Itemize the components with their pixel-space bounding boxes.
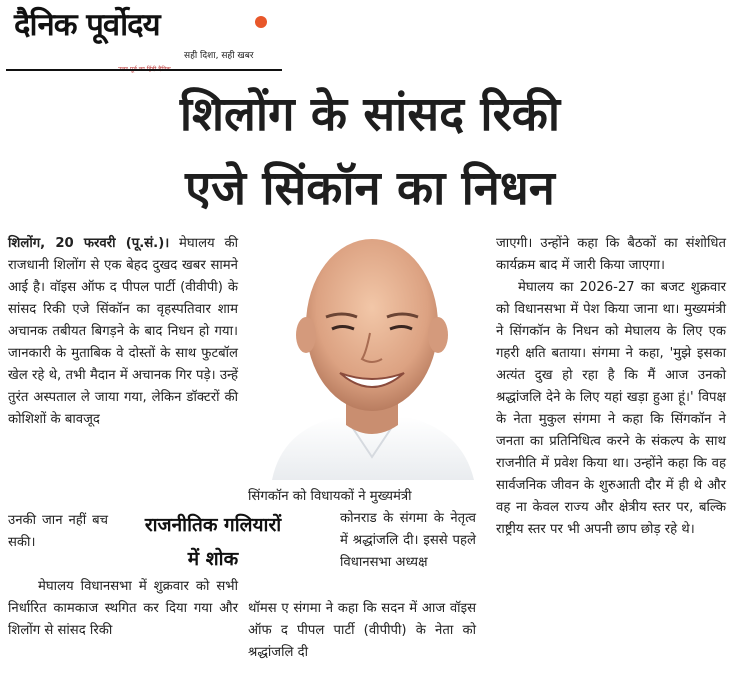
masthead-dot-icon <box>255 16 267 28</box>
article-paragraph-2: मेघालय विधानसभा में शुक्रवार को सभी निर्धारित कामकाज स्थगित कर दिया गया और शिलोंग से सांसद रिकी <box>8 579 238 638</box>
headline-line-2: एजे सिंकॉन का निधन <box>185 161 555 216</box>
article-column-2-bottom <box>248 598 476 664</box>
masthead-logo: दैनिक पूर्वोदय <box>14 7 160 43</box>
subhead-line-1: राजनीतिक गलियारों <box>144 514 282 536</box>
subhead <box>113 508 313 576</box>
mp-portrait-photo <box>262 225 482 480</box>
article-paragraph-2-cont-a: सिंगकॉन को विधायकों ने मुख्यमंत्री <box>248 489 412 504</box>
article-column-1-bottom <box>8 576 238 642</box>
masthead-divider <box>6 69 282 71</box>
article-paragraph-2-cont-c: थॉमस ए संगमा ने कहा कि सदन में आज वॉइस ऑफ द पीपल पार्टी (वीपीपी) के नेता को श्रद्धांजलि दी <box>248 601 476 660</box>
article-dateline: शिलोंग, 20 फरवरी (पू.सं.)। <box>8 236 170 251</box>
article-column-1-middle <box>8 510 108 554</box>
article-paragraph-4: मेघालय का 2026-27 का बजट शुक्रवार को विधानसभा में पेश किया जाना था। मुख्यमंत्री ने सिंगकॉन के निधन को मेघालय के लिए एक गहरी क्षति बताया। संगमा ने कहा, 'मुझे इसका अत्यंत दुख हो रहा है कि मैं आज उनको श्रद्धांजलि देने के लिए यहां खड़ा हुआ हूं।' विपक्ष के नेता मुकुल संगमा ने कहा कि सिंगकॉन ने जनता का प्रतिनिधित्व करने के संकल्प के साथ राजनीति में प्रवेश किया था। उन्होंने कहा कि वह सार्वजनिक जीवन के शुरुआती दौर में ही थे और वह ना केवल राज्य और क्षेत्रीय स्तर पर, बल्कि राष्ट्रीय स्तर पर भी अपनी छाप छोड़ रहे थे। <box>496 280 726 537</box>
subhead-line-2: में शोक <box>187 548 239 570</box>
article-paragraph-1-end: उनकी जान नहीं बच सकी। <box>8 513 108 550</box>
headline-line-1: शिलोंग के सांसद रिकी <box>179 87 561 142</box>
article-column-3 <box>496 233 726 541</box>
masthead-tagline: सही दिशा, सही खबर <box>184 51 254 61</box>
article-column-2-top <box>248 486 476 508</box>
article-column-2-middle <box>340 508 476 574</box>
article-paragraph-2-cont-b: कोनराड के संगमा के नेतृत्व में श्रद्धांजलि दी। इससे पहले विधानसभा अध्यक्ष <box>340 511 476 570</box>
article-paragraph-1: मेघालय की राजधानी शिलोंग से एक बेहद दुखद खबर सामने आई है। वॉइस ऑफ द पीपल पार्टी (वीवीपी) के सांसद रिकी एजे सिंकॉन का वृहस्पतिवार शाम अचानक तबीयत बिगड़ने के बाद निधन हो गया। जानकारी के मुताबिक वे दोस्तों के साथ फुटबॉल खेल रहे थे, तभी मैदान में अचानक गिर पड़े। उन्हें तुरंत अस्पताल ले जाया गया, लेकिन डॉक्टरों की कोशिशों के बावजूद <box>8 236 238 427</box>
article-column-1-top <box>8 233 238 431</box>
article-paragraph-3: जाएगी। उन्होंने कहा कि बैठकों का संशोधित कार्यक्रम बाद में जारी किया जाएगा। <box>496 236 726 273</box>
